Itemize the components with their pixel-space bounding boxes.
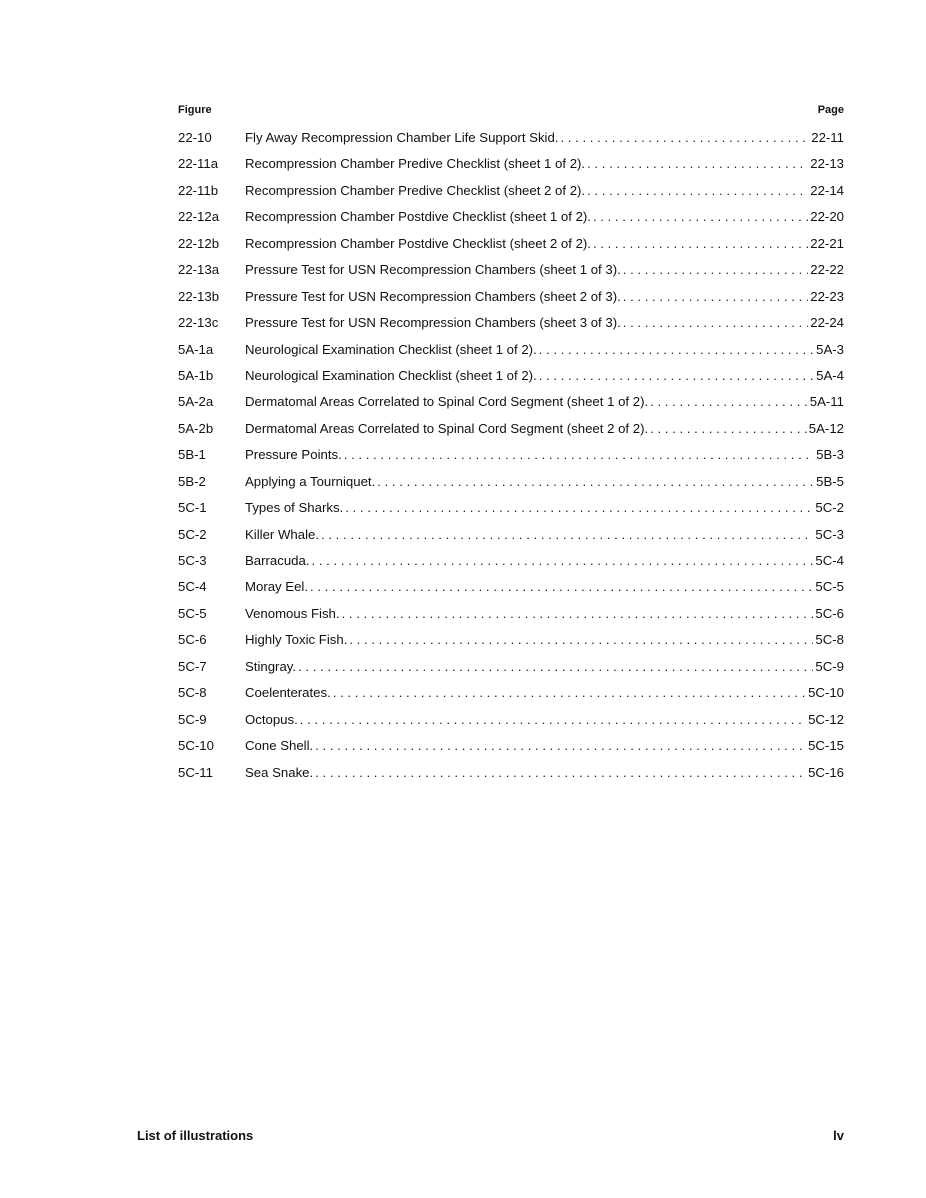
- page-reference: 5C-3: [815, 526, 844, 542]
- page-reference: 5C-4: [815, 553, 844, 568]
- list-item[interactable]: [178, 315, 844, 341]
- page-reference: 5C-5: [815, 579, 844, 595]
- figure-title: Venomous Fish.: [245, 605, 340, 621]
- figure-title: Pressure Test for USN Recompression Chambers (sheet 1 of 3).: [245, 262, 621, 278]
- list-item[interactable]: [178, 394, 844, 420]
- dot-leader: [560, 130, 809, 145]
- figure-number: 5C-5: [178, 605, 207, 621]
- page-column-header: Page: [817, 104, 844, 116]
- figure-title: Coelenterates.: [245, 685, 331, 701]
- page-reference: 5C-9: [815, 658, 844, 674]
- dot-leader: [623, 289, 809, 304]
- list-item[interactable]: [178, 553, 844, 579]
- dot-leader: [623, 315, 809, 330]
- list-item[interactable]: [178, 342, 844, 368]
- dot-leader: [587, 183, 808, 198]
- dot-leader: [349, 632, 813, 647]
- list-item[interactable]: [178, 659, 844, 685]
- figure-title: Cone Shell.: [245, 738, 314, 754]
- dot-leader: [623, 262, 809, 277]
- figure-number: 22-13b: [178, 288, 220, 304]
- figure-title: Octopus.: [245, 711, 298, 727]
- figure-title: Moray Eel.: [245, 579, 309, 595]
- page-reference: 22-21: [810, 235, 844, 251]
- list-item[interactable]: [178, 262, 844, 288]
- page-reference: 5C-10: [808, 685, 844, 701]
- figure-title: Recompression Chamber Predive Checklist (sheet 1 of 2).: [245, 156, 586, 172]
- list-item[interactable]: [178, 606, 844, 632]
- figure-number: 5C-6: [178, 632, 207, 648]
- figure-title: Neurological Examination Checklist (sheet 1 of 2).: [245, 367, 537, 383]
- page-reference: 5C-8: [815, 632, 844, 648]
- page-reference: 22-22: [810, 262, 844, 278]
- list-item[interactable]: [178, 527, 844, 553]
- page-reference: 5B-3: [816, 447, 844, 463]
- figure-number: 5C-3: [178, 553, 207, 568]
- list-item[interactable]: [178, 685, 844, 711]
- dot-leader: [298, 659, 813, 674]
- figure-number: 22-10: [178, 130, 212, 145]
- list-item[interactable]: [178, 156, 844, 182]
- dot-leader: [315, 738, 806, 753]
- figure-title: Sea Snake.: [245, 764, 314, 780]
- figure-number: 5A-2b: [178, 420, 214, 436]
- dot-leader: [312, 553, 814, 568]
- figure-title: Barracuda.: [245, 553, 310, 568]
- page-reference: 22-24: [810, 315, 844, 331]
- list-item[interactable]: [178, 447, 844, 473]
- list-item[interactable]: [178, 765, 844, 791]
- figure-number: 22-11b: [178, 182, 219, 198]
- figure-number: 5C-8: [178, 685, 207, 701]
- figure-number: 5C-4: [178, 579, 207, 595]
- dot-leader: [333, 685, 806, 700]
- list-item[interactable]: [178, 421, 844, 447]
- list-item[interactable]: [178, 712, 844, 738]
- list-item[interactable]: [178, 500, 844, 526]
- figure-number: 5A-1b: [178, 367, 214, 383]
- page-reference: 5C-12: [808, 711, 844, 727]
- figure-number: 22-12b: [178, 235, 220, 251]
- dot-leader: [321, 527, 813, 542]
- figure-number: 5C-2: [178, 526, 207, 542]
- figure-number: 5C-1: [178, 500, 207, 516]
- figure-number: 5C-9: [178, 711, 207, 727]
- figure-number: 5C-11: [178, 764, 213, 780]
- list-item[interactable]: [178, 183, 844, 209]
- list-item[interactable]: [178, 289, 844, 315]
- figure-number: 5A-2a: [178, 394, 214, 410]
- list-item[interactable]: [178, 632, 844, 658]
- dot-leader: [300, 712, 806, 727]
- footer-section-title: List of illustrations: [137, 1128, 254, 1143]
- dot-leader: [593, 209, 808, 224]
- figure-number: 5B-1: [178, 447, 206, 463]
- page-reference: 5B-5: [816, 473, 844, 489]
- dot-leader: [342, 606, 814, 621]
- figure-title: Dermatomal Areas Correlated to Spinal Cord Segment (sheet 2 of 2).: [245, 420, 649, 436]
- dot-leader: [587, 156, 808, 171]
- column-headers: [178, 104, 844, 116]
- page-reference: 22-13: [810, 156, 844, 172]
- figure-number: 5A-1a: [178, 341, 214, 357]
- figure-title: Stingray.: [245, 658, 297, 674]
- dot-leader: [310, 579, 813, 594]
- list-item[interactable]: [178, 236, 844, 262]
- figure-title: Recompression Chamber Postdive Checklist (sheet 1 of 2).: [245, 209, 591, 225]
- figure-title: Neurological Examination Checklist (sheet 1 of 2).: [245, 341, 537, 357]
- figure-title: Dermatomal Areas Correlated to Spinal Cord Segment (sheet 1 of 2).: [245, 394, 649, 410]
- figure-title: Types of Sharks.: [245, 500, 344, 516]
- figure-title: Applying a Tourniquet.: [245, 473, 376, 489]
- page-reference: 5A-11: [809, 394, 844, 410]
- page-footer: [137, 1128, 844, 1143]
- page-reference: 22-20: [810, 209, 844, 225]
- list-item[interactable]: [178, 368, 844, 394]
- figure-number: 5B-2: [178, 473, 206, 489]
- dot-leader: [345, 500, 813, 515]
- list-item[interactable]: [178, 579, 844, 605]
- dot-leader: [315, 765, 806, 780]
- dot-leader: [377, 474, 814, 489]
- page-reference: 5C-15: [808, 738, 844, 754]
- figure-number: 22-11a: [178, 156, 219, 172]
- figure-title: Pressure Test for USN Recompression Chambers (sheet 2 of 3).: [245, 288, 621, 304]
- figure-title: Recompression Chamber Postdive Checklist (sheet 2 of 2).: [245, 235, 591, 251]
- page-reference: 22-23: [810, 288, 844, 304]
- dot-leader: [539, 342, 814, 357]
- figure-title: Highly Toxic Fish.: [245, 632, 348, 648]
- page-reference: 22-14: [810, 182, 844, 198]
- figure-number: 5C-7: [178, 658, 207, 674]
- list-item[interactable]: [178, 474, 844, 500]
- page-reference: 5C-2: [815, 500, 844, 516]
- figure-title: Recompression Chamber Predive Checklist (sheet 2 of 2).: [245, 182, 586, 198]
- figure-title: Pressure Points.: [245, 447, 342, 463]
- figure-title: Fly Away Recompression Chamber Life Support Skid.: [245, 130, 559, 145]
- dot-leader: [650, 421, 807, 436]
- figure-number: 22-13c: [178, 315, 219, 331]
- dot-leader: [344, 447, 814, 462]
- figure-title: Pressure Test for USN Recompression Chambers (sheet 3 of 3).: [245, 315, 621, 331]
- page-reference: 5C-16: [808, 764, 844, 780]
- figure-number: 5C-10: [178, 738, 214, 754]
- figure-title: Killer Whale.: [245, 526, 320, 542]
- dot-leader: [650, 394, 808, 409]
- figure-number: 22-13a: [178, 262, 220, 278]
- figure-number: 22-12a: [178, 209, 220, 225]
- footer-page-number: lv: [833, 1128, 844, 1143]
- dot-leader: [593, 236, 808, 251]
- list-item[interactable]: [178, 209, 844, 235]
- page-reference: 5A-3: [816, 341, 844, 357]
- list-item[interactable]: [178, 738, 844, 764]
- page-reference: 22-11: [811, 130, 844, 145]
- page-reference: 5A-12: [808, 420, 844, 436]
- page-reference: 5A-4: [816, 367, 844, 383]
- illustration-list: [178, 130, 844, 791]
- figure-column-header: Figure: [178, 104, 212, 116]
- list-item[interactable]: [178, 130, 844, 156]
- page-reference: 5C-6: [815, 605, 844, 621]
- dot-leader: [539, 368, 814, 383]
